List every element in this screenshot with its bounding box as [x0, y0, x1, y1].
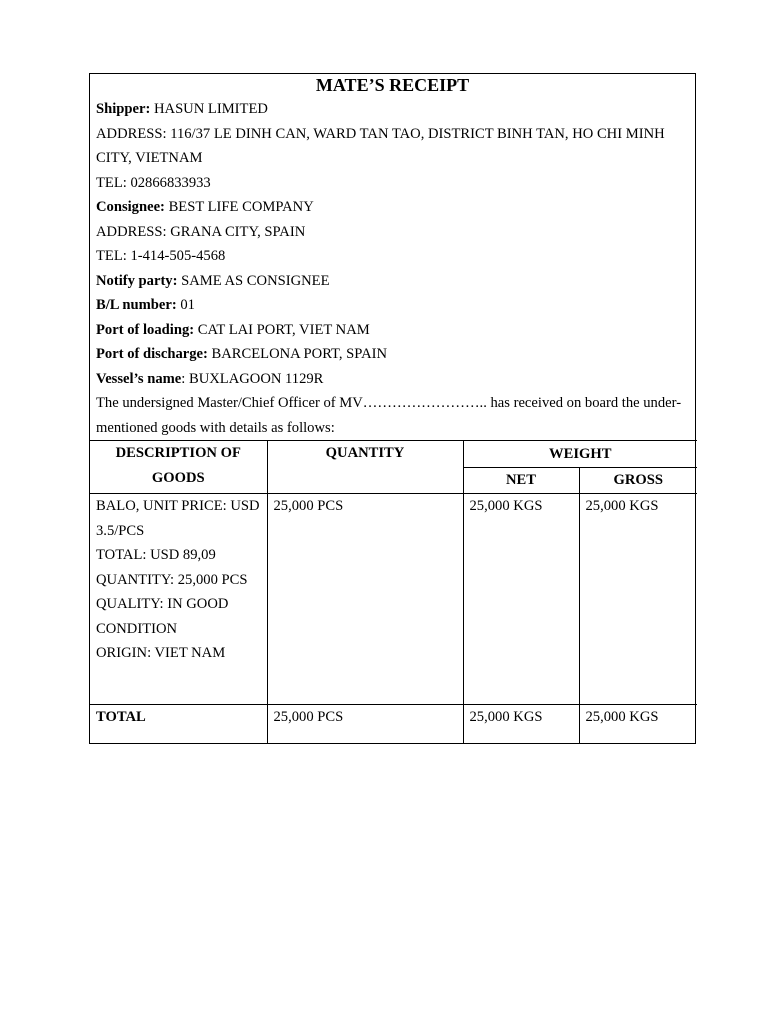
receipt-header — [90, 74, 695, 440]
goods-table — [90, 440, 697, 743]
consignee-line — [96, 195, 689, 220]
bl-number-label: B/L number: — [96, 297, 177, 313]
shipper-address-line — [96, 122, 689, 171]
port-loading-line — [96, 318, 689, 343]
port-loading-value: CAT LAI PORT, VIET NAM — [194, 321, 370, 338]
consignee-value: BEST LIFE COMPANY — [164, 199, 314, 215]
port-discharge-value: BARCELONA PORT, SPAIN — [207, 346, 388, 362]
vessel-label: Vessel’s name — [96, 370, 182, 387]
total-quantity-cell: 25,000 PCS — [267, 705, 463, 744]
consignee-tel-value: 1-414-505-4568 — [126, 248, 226, 264]
mates-receipt-document — [89, 73, 696, 744]
port-discharge-line — [96, 342, 689, 367]
consignee-tel-label: TEL: — [96, 248, 127, 264]
consignee-address-label: ADDRESS: — [96, 223, 167, 240]
table-header-row — [90, 441, 697, 468]
consignee-address-value: GRANA CITY, SPAIN — [166, 223, 306, 240]
notify-party-label: Notify party: — [96, 272, 178, 289]
notify-party-line — [96, 269, 689, 294]
shipper-tel-value: 02866833933 — [126, 174, 211, 191]
net-header: NET — [463, 468, 579, 494]
goods-description-line: ORIGIN: VIET NAM — [96, 645, 226, 661]
consignee-label: Consignee: — [96, 199, 165, 215]
description-header: DESCRIPTION OF GOODS — [90, 441, 267, 494]
total-row — [90, 705, 697, 744]
port-discharge-label: Port of discharge: — [96, 346, 208, 362]
total-label-cell: TOTAL — [90, 705, 267, 744]
bl-number-line — [96, 293, 689, 318]
shipper-line — [96, 97, 689, 122]
shipper-tel-line — [96, 171, 689, 196]
shipper-address-value: 116/37 LE DINH CAN, WARD TAN TAO, DISTRICT BINH TAN, HO CHI MINH CITY, VIETNAM — [96, 125, 665, 166]
document-title: MATE’S RECEIPT — [315, 75, 470, 95]
goods-net-cell: 25,000 KGS — [463, 494, 579, 705]
shipper-value: HASUN LIMITED — [150, 101, 268, 117]
bl-number-value: 01 — [176, 297, 195, 313]
gross-header: GROSS — [579, 468, 697, 494]
shipper-tel-label: TEL: — [96, 174, 127, 191]
vessel-line — [96, 367, 689, 392]
quantity-header: QUANTITY — [267, 441, 463, 494]
receipt-statement: The undersigned Master/Chief Officer of MV…………………….. has received on board the under-mentioned goods with details as follows: — [96, 395, 682, 436]
goods-gross-cell: 25,000 KGS — [579, 494, 697, 705]
shipper-label: Shipper: — [96, 101, 151, 117]
goods-description-line: QUANTITY: 25,000 PCS — [96, 571, 248, 588]
consignee-tel-line — [96, 244, 689, 269]
goods-description-line: TOTAL: USD 89,09 — [96, 547, 216, 563]
weight-header: WEIGHT — [463, 441, 697, 468]
total-gross-cell: 25,000 KGS — [579, 705, 697, 744]
total-net-cell: 25,000 KGS — [463, 705, 579, 744]
shipper-address-label: ADDRESS: — [96, 125, 167, 142]
goods-description-line: QUALITY: IN GOOD CONDITION — [96, 596, 229, 637]
notify-party-value: SAME AS CONSIGNEE — [177, 272, 330, 289]
goods-description-cell — [90, 494, 267, 705]
consignee-address-line — [96, 220, 689, 245]
goods-quantity-cell: 25,000 PCS — [267, 494, 463, 705]
vessel-value: : BUXLAGOON 1129R — [181, 370, 324, 387]
goods-row — [90, 494, 697, 705]
goods-description-line: BALO, UNIT PRICE: USD 3.5/PCS — [96, 498, 260, 539]
port-loading-label: Port of loading: — [96, 321, 195, 338]
